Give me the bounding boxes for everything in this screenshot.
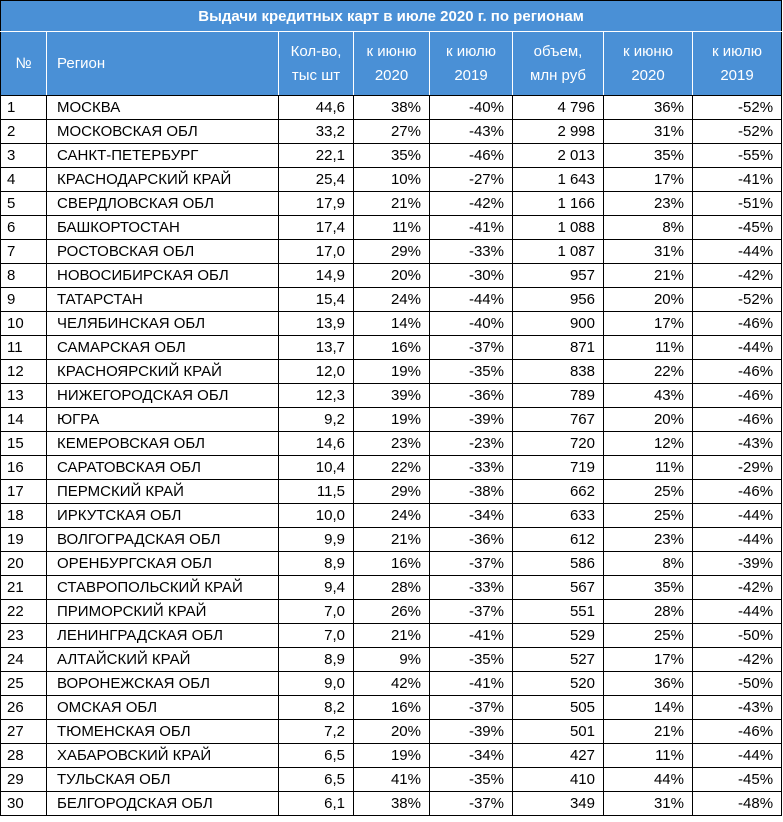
row-volume-yoy: -46% — [693, 360, 782, 384]
row-volume: 427 — [513, 744, 604, 768]
row-count: 14,9 — [279, 264, 354, 288]
row-volume-mom: 23% — [604, 192, 693, 216]
row-count-yoy: -27% — [430, 168, 513, 192]
row-volume-yoy: -43% — [693, 432, 782, 456]
row-count-yoy: -44% — [430, 288, 513, 312]
row-volume: 900 — [513, 312, 604, 336]
row-count-mom: 14% — [354, 312, 430, 336]
row-count-mom: 16% — [354, 552, 430, 576]
table-row — [1, 528, 782, 552]
header-count-yoy-line2: 2019 — [454, 66, 488, 84]
row-volume-mom: 36% — [604, 96, 693, 120]
row-count: 9,0 — [279, 672, 354, 696]
row-count-mom: 38% — [354, 792, 430, 816]
row-count: 12,0 — [279, 360, 354, 384]
table-row — [1, 432, 782, 456]
row-volume-mom: 8% — [604, 552, 693, 576]
row-region: СТАВРОПОЛЬСКИЙ КРАЙ — [47, 576, 279, 600]
row-num: 13 — [1, 384, 47, 408]
row-count-yoy: -38% — [430, 480, 513, 504]
row-region: САРАТОВСКАЯ ОБЛ — [47, 456, 279, 480]
row-volume-mom: 44% — [604, 768, 693, 792]
row-volume-mom: 31% — [604, 792, 693, 816]
row-volume-yoy: -42% — [693, 264, 782, 288]
table-row — [1, 120, 782, 144]
row-volume-mom: 35% — [604, 144, 693, 168]
row-count-yoy: -40% — [430, 312, 513, 336]
row-region: ОМСКАЯ ОБЛ — [47, 696, 279, 720]
row-count: 13,9 — [279, 312, 354, 336]
row-count: 8,9 — [279, 648, 354, 672]
row-count-mom: 22% — [354, 456, 430, 480]
row-count: 8,2 — [279, 696, 354, 720]
table-row — [1, 600, 782, 624]
row-count-mom: 16% — [354, 696, 430, 720]
row-region: НОВОСИБИРСКАЯ ОБЛ — [47, 264, 279, 288]
row-volume-mom: 17% — [604, 312, 693, 336]
row-volume-yoy: -43% — [693, 696, 782, 720]
row-num: 21 — [1, 576, 47, 600]
row-count-yoy: -37% — [430, 552, 513, 576]
row-volume: 529 — [513, 624, 604, 648]
row-count: 10,0 — [279, 504, 354, 528]
row-region: РОСТОВСКАЯ ОБЛ — [47, 240, 279, 264]
row-count: 6,1 — [279, 792, 354, 816]
row-volume: 957 — [513, 264, 604, 288]
row-volume-mom: 11% — [604, 336, 693, 360]
row-volume: 838 — [513, 360, 604, 384]
row-count-yoy: -39% — [430, 408, 513, 432]
header-volume-mom — [604, 32, 693, 96]
row-volume-yoy: -52% — [693, 288, 782, 312]
row-num: 6 — [1, 216, 47, 240]
row-num: 30 — [1, 792, 47, 816]
row-num: 18 — [1, 504, 47, 528]
row-region: НИЖЕГОРОДСКАЯ ОБЛ — [47, 384, 279, 408]
row-num: 22 — [1, 600, 47, 624]
row-region: ВОРОНЕЖСКАЯ ОБЛ — [47, 672, 279, 696]
table-row — [1, 576, 782, 600]
row-num: 8 — [1, 264, 47, 288]
row-volume: 501 — [513, 720, 604, 744]
table-row — [1, 384, 782, 408]
row-volume-yoy: -41% — [693, 168, 782, 192]
row-num: 25 — [1, 672, 47, 696]
table-row — [1, 792, 782, 816]
row-region: КРАСНОЯРСКИЙ КРАЙ — [47, 360, 279, 384]
row-volume: 349 — [513, 792, 604, 816]
row-region: ПЕРМСКИЙ КРАЙ — [47, 480, 279, 504]
table-row — [1, 456, 782, 480]
table-row — [1, 144, 782, 168]
row-volume-mom: 23% — [604, 528, 693, 552]
row-count: 9,2 — [279, 408, 354, 432]
header-count — [279, 32, 354, 96]
table-body — [1, 96, 782, 816]
table-row — [1, 672, 782, 696]
header-num: № — [1, 32, 47, 96]
row-count-yoy: -37% — [430, 600, 513, 624]
row-count-mom: 42% — [354, 672, 430, 696]
row-region: САМАРСКАЯ ОБЛ — [47, 336, 279, 360]
table-row — [1, 696, 782, 720]
row-region: МОСКОВСКАЯ ОБЛ — [47, 120, 279, 144]
header-volume-mom-line2: 2020 — [631, 66, 665, 84]
row-count: 7,0 — [279, 624, 354, 648]
row-count: 10,4 — [279, 456, 354, 480]
row-volume: 789 — [513, 384, 604, 408]
row-volume-mom: 17% — [604, 648, 693, 672]
row-volume-yoy: -46% — [693, 720, 782, 744]
table-row — [1, 552, 782, 576]
row-count-mom: 19% — [354, 360, 430, 384]
row-volume: 586 — [513, 552, 604, 576]
header-volume-line2: млн руб — [530, 66, 586, 84]
table-title: Выдачи кредитных карт в июле 2020 г. по регионам — [1, 1, 782, 32]
row-count-mom: 27% — [354, 120, 430, 144]
table-row — [1, 480, 782, 504]
row-volume-mom: 31% — [604, 240, 693, 264]
table-row — [1, 360, 782, 384]
row-volume: 1 643 — [513, 168, 604, 192]
row-count: 14,6 — [279, 432, 354, 456]
row-count: 33,2 — [279, 120, 354, 144]
row-num: 7 — [1, 240, 47, 264]
row-count-mom: 20% — [354, 264, 430, 288]
row-volume: 956 — [513, 288, 604, 312]
row-region: ЛЕНИНГРАДСКАЯ ОБЛ — [47, 624, 279, 648]
row-region: БЕЛГОРОДСКАЯ ОБЛ — [47, 792, 279, 816]
row-num: 2 — [1, 120, 47, 144]
row-volume-mom: 11% — [604, 744, 693, 768]
row-volume: 1 088 — [513, 216, 604, 240]
row-count: 7,0 — [279, 600, 354, 624]
row-count: 12,3 — [279, 384, 354, 408]
row-count-mom: 16% — [354, 336, 430, 360]
row-region: САНКТ-ПЕТЕРБУРГ — [47, 144, 279, 168]
row-volume: 633 — [513, 504, 604, 528]
row-count-mom: 38% — [354, 96, 430, 120]
header-count-yoy-line1: к июлю — [445, 42, 497, 60]
row-volume-yoy: -52% — [693, 120, 782, 144]
row-count-yoy: -34% — [430, 744, 513, 768]
row-count-mom: 19% — [354, 744, 430, 768]
row-volume-yoy: -46% — [693, 312, 782, 336]
row-region: ХАБАРОВСКИЙ КРАЙ — [47, 744, 279, 768]
row-volume-yoy: -48% — [693, 792, 782, 816]
row-volume-yoy: -44% — [693, 504, 782, 528]
row-volume: 1 166 — [513, 192, 604, 216]
row-volume: 767 — [513, 408, 604, 432]
table-row — [1, 96, 782, 120]
header-count-line2: тыс шт — [291, 66, 341, 84]
row-count: 7,2 — [279, 720, 354, 744]
row-volume: 551 — [513, 600, 604, 624]
row-count: 22,1 — [279, 144, 354, 168]
row-volume-yoy: -52% — [693, 96, 782, 120]
row-num: 17 — [1, 480, 47, 504]
row-num: 26 — [1, 696, 47, 720]
table-row — [1, 264, 782, 288]
row-count: 44,6 — [279, 96, 354, 120]
row-volume-yoy: -42% — [693, 576, 782, 600]
header-count-yoy — [430, 32, 513, 96]
row-region: МОСКВА — [47, 96, 279, 120]
row-volume-mom: 14% — [604, 696, 693, 720]
row-volume: 527 — [513, 648, 604, 672]
row-count: 11,5 — [279, 480, 354, 504]
row-num: 27 — [1, 720, 47, 744]
row-count: 6,5 — [279, 744, 354, 768]
row-volume-mom: 31% — [604, 120, 693, 144]
row-count: 13,7 — [279, 336, 354, 360]
row-volume-yoy: -39% — [693, 552, 782, 576]
title-row — [1, 1, 782, 32]
row-volume-yoy: -29% — [693, 456, 782, 480]
row-count-yoy: -23% — [430, 432, 513, 456]
row-count-mom: 23% — [354, 432, 430, 456]
row-num: 12 — [1, 360, 47, 384]
row-count-mom: 11% — [354, 216, 430, 240]
header-volume-yoy-line1: к июлю — [712, 42, 763, 60]
row-num: 5 — [1, 192, 47, 216]
row-num: 20 — [1, 552, 47, 576]
row-volume: 719 — [513, 456, 604, 480]
row-region: БАШКОРТОСТАН — [47, 216, 279, 240]
row-volume-yoy: -45% — [693, 216, 782, 240]
row-count-mom: 29% — [354, 240, 430, 264]
row-volume: 720 — [513, 432, 604, 456]
row-count-yoy: -42% — [430, 192, 513, 216]
header-region: Регион — [47, 32, 279, 96]
row-count-yoy: -36% — [430, 528, 513, 552]
row-volume-mom: 25% — [604, 624, 693, 648]
row-count: 9,9 — [279, 528, 354, 552]
row-region: ПРИМОРСКИЙ КРАЙ — [47, 600, 279, 624]
row-region: ОРЕНБУРГСКАЯ ОБЛ — [47, 552, 279, 576]
row-region: ТАТАРСТАН — [47, 288, 279, 312]
row-count-mom: 21% — [354, 528, 430, 552]
row-count-mom: 24% — [354, 288, 430, 312]
row-region: ТЮМЕНСКАЯ ОБЛ — [47, 720, 279, 744]
row-volume-mom: 25% — [604, 504, 693, 528]
row-volume-yoy: -46% — [693, 384, 782, 408]
row-volume-mom: 11% — [604, 456, 693, 480]
row-count-mom: 19% — [354, 408, 430, 432]
row-num: 1 — [1, 96, 47, 120]
row-count-yoy: -35% — [430, 648, 513, 672]
row-count: 17,0 — [279, 240, 354, 264]
row-count-yoy: -46% — [430, 144, 513, 168]
row-volume-yoy: -50% — [693, 672, 782, 696]
row-count-mom: 9% — [354, 648, 430, 672]
row-region: КРАСНОДАРСКИЙ КРАЙ — [47, 168, 279, 192]
table-row — [1, 312, 782, 336]
row-count-mom: 41% — [354, 768, 430, 792]
row-volume: 662 — [513, 480, 604, 504]
header-volume — [513, 32, 604, 96]
row-count-yoy: -33% — [430, 576, 513, 600]
row-volume: 1 087 — [513, 240, 604, 264]
table-row — [1, 648, 782, 672]
row-region: ИРКУТСКАЯ ОБЛ — [47, 504, 279, 528]
row-count-yoy: -40% — [430, 96, 513, 120]
row-count: 17,4 — [279, 216, 354, 240]
table-row — [1, 336, 782, 360]
header-volume-yoy-line2: 2019 — [720, 66, 754, 84]
row-volume-yoy: -46% — [693, 480, 782, 504]
row-volume: 505 — [513, 696, 604, 720]
row-region: ТУЛЬСКАЯ ОБЛ — [47, 768, 279, 792]
row-count: 25,4 — [279, 168, 354, 192]
row-region: АЛТАЙСКИЙ КРАЙ — [47, 648, 279, 672]
row-count-mom: 20% — [354, 720, 430, 744]
row-count-yoy: -43% — [430, 120, 513, 144]
row-volume-yoy: -46% — [693, 408, 782, 432]
row-count: 9,4 — [279, 576, 354, 600]
row-volume-mom: 43% — [604, 384, 693, 408]
table-row — [1, 408, 782, 432]
row-region: ЧЕЛЯБИНСКАЯ ОБЛ — [47, 312, 279, 336]
row-num: 28 — [1, 744, 47, 768]
row-volume-mom: 25% — [604, 480, 693, 504]
row-num: 11 — [1, 336, 47, 360]
row-count: 15,4 — [279, 288, 354, 312]
header-count-mom — [354, 32, 430, 96]
row-volume-yoy: -50% — [693, 624, 782, 648]
row-region: ЮГРА — [47, 408, 279, 432]
row-count-mom: 26% — [354, 600, 430, 624]
row-volume: 2 013 — [513, 144, 604, 168]
row-count-yoy: -37% — [430, 336, 513, 360]
table-row — [1, 504, 782, 528]
row-volume-mom: 12% — [604, 432, 693, 456]
header-volume-line1: объем, — [533, 42, 583, 60]
row-volume: 567 — [513, 576, 604, 600]
row-count-mom: 28% — [354, 576, 430, 600]
row-count-yoy: -30% — [430, 264, 513, 288]
row-volume-yoy: -44% — [693, 240, 782, 264]
row-region: ВОЛГОГРАДСКАЯ ОБЛ — [47, 528, 279, 552]
table-row — [1, 168, 782, 192]
header-count-mom-line2: 2020 — [374, 66, 409, 84]
row-volume-yoy: -45% — [693, 768, 782, 792]
row-volume: 2 998 — [513, 120, 604, 144]
row-count-yoy: -34% — [430, 504, 513, 528]
row-count-mom: 39% — [354, 384, 430, 408]
row-count-yoy: -41% — [430, 624, 513, 648]
row-num: 10 — [1, 312, 47, 336]
row-num: 23 — [1, 624, 47, 648]
row-count: 8,9 — [279, 552, 354, 576]
row-count-yoy: -33% — [430, 456, 513, 480]
row-volume-mom: 20% — [604, 288, 693, 312]
row-num: 16 — [1, 456, 47, 480]
row-num: 9 — [1, 288, 47, 312]
row-volume-mom: 8% — [604, 216, 693, 240]
row-num: 4 — [1, 168, 47, 192]
row-num: 3 — [1, 144, 47, 168]
row-volume-yoy: -55% — [693, 144, 782, 168]
row-count: 6,5 — [279, 768, 354, 792]
row-region: КЕМЕРОВСКАЯ ОБЛ — [47, 432, 279, 456]
table-row — [1, 744, 782, 768]
table-row — [1, 240, 782, 264]
row-count-mom: 10% — [354, 168, 430, 192]
row-count-yoy: -35% — [430, 768, 513, 792]
row-volume-yoy: -51% — [693, 192, 782, 216]
row-volume: 612 — [513, 528, 604, 552]
row-num: 15 — [1, 432, 47, 456]
row-volume-mom: 28% — [604, 600, 693, 624]
row-num: 24 — [1, 648, 47, 672]
row-volume: 410 — [513, 768, 604, 792]
row-volume: 4 796 — [513, 96, 604, 120]
row-region: СВЕРДЛОВСКАЯ ОБЛ — [47, 192, 279, 216]
row-volume-yoy: -44% — [693, 336, 782, 360]
table-row — [1, 216, 782, 240]
row-volume-mom: 36% — [604, 672, 693, 696]
header-count-mom-line1: к июню — [366, 42, 417, 60]
row-volume-yoy: -44% — [693, 528, 782, 552]
table-row — [1, 288, 782, 312]
header-count-line1: Кол-во, — [290, 42, 342, 60]
row-count-yoy: -41% — [430, 672, 513, 696]
row-num: 19 — [1, 528, 47, 552]
row-volume-mom: 21% — [604, 720, 693, 744]
row-volume: 871 — [513, 336, 604, 360]
row-volume-yoy: -42% — [693, 648, 782, 672]
row-count-yoy: -35% — [430, 360, 513, 384]
row-volume-yoy: -44% — [693, 600, 782, 624]
row-count-mom: 29% — [354, 480, 430, 504]
table-row — [1, 768, 782, 792]
row-volume-mom: 22% — [604, 360, 693, 384]
header-volume-yoy — [693, 32, 782, 96]
header-row — [1, 32, 782, 96]
row-volume-mom: 20% — [604, 408, 693, 432]
row-count-yoy: -39% — [430, 720, 513, 744]
row-num: 14 — [1, 408, 47, 432]
table-row — [1, 720, 782, 744]
row-volume-mom: 17% — [604, 168, 693, 192]
row-volume-mom: 21% — [604, 264, 693, 288]
row-volume: 520 — [513, 672, 604, 696]
row-count-mom: 35% — [354, 144, 430, 168]
row-count-mom: 21% — [354, 192, 430, 216]
row-volume-yoy: -44% — [693, 744, 782, 768]
row-count-mom: 24% — [354, 504, 430, 528]
row-count: 17,9 — [279, 192, 354, 216]
table-row — [1, 624, 782, 648]
row-count-yoy: -41% — [430, 216, 513, 240]
row-volume-mom: 35% — [604, 576, 693, 600]
row-count-yoy: -33% — [430, 240, 513, 264]
row-count-yoy: -37% — [430, 792, 513, 816]
header-volume-mom-line1: к июню — [623, 42, 673, 60]
row-num: 29 — [1, 768, 47, 792]
row-count-yoy: -36% — [430, 384, 513, 408]
row-count-yoy: -37% — [430, 696, 513, 720]
row-count-mom: 21% — [354, 624, 430, 648]
table-row — [1, 192, 782, 216]
